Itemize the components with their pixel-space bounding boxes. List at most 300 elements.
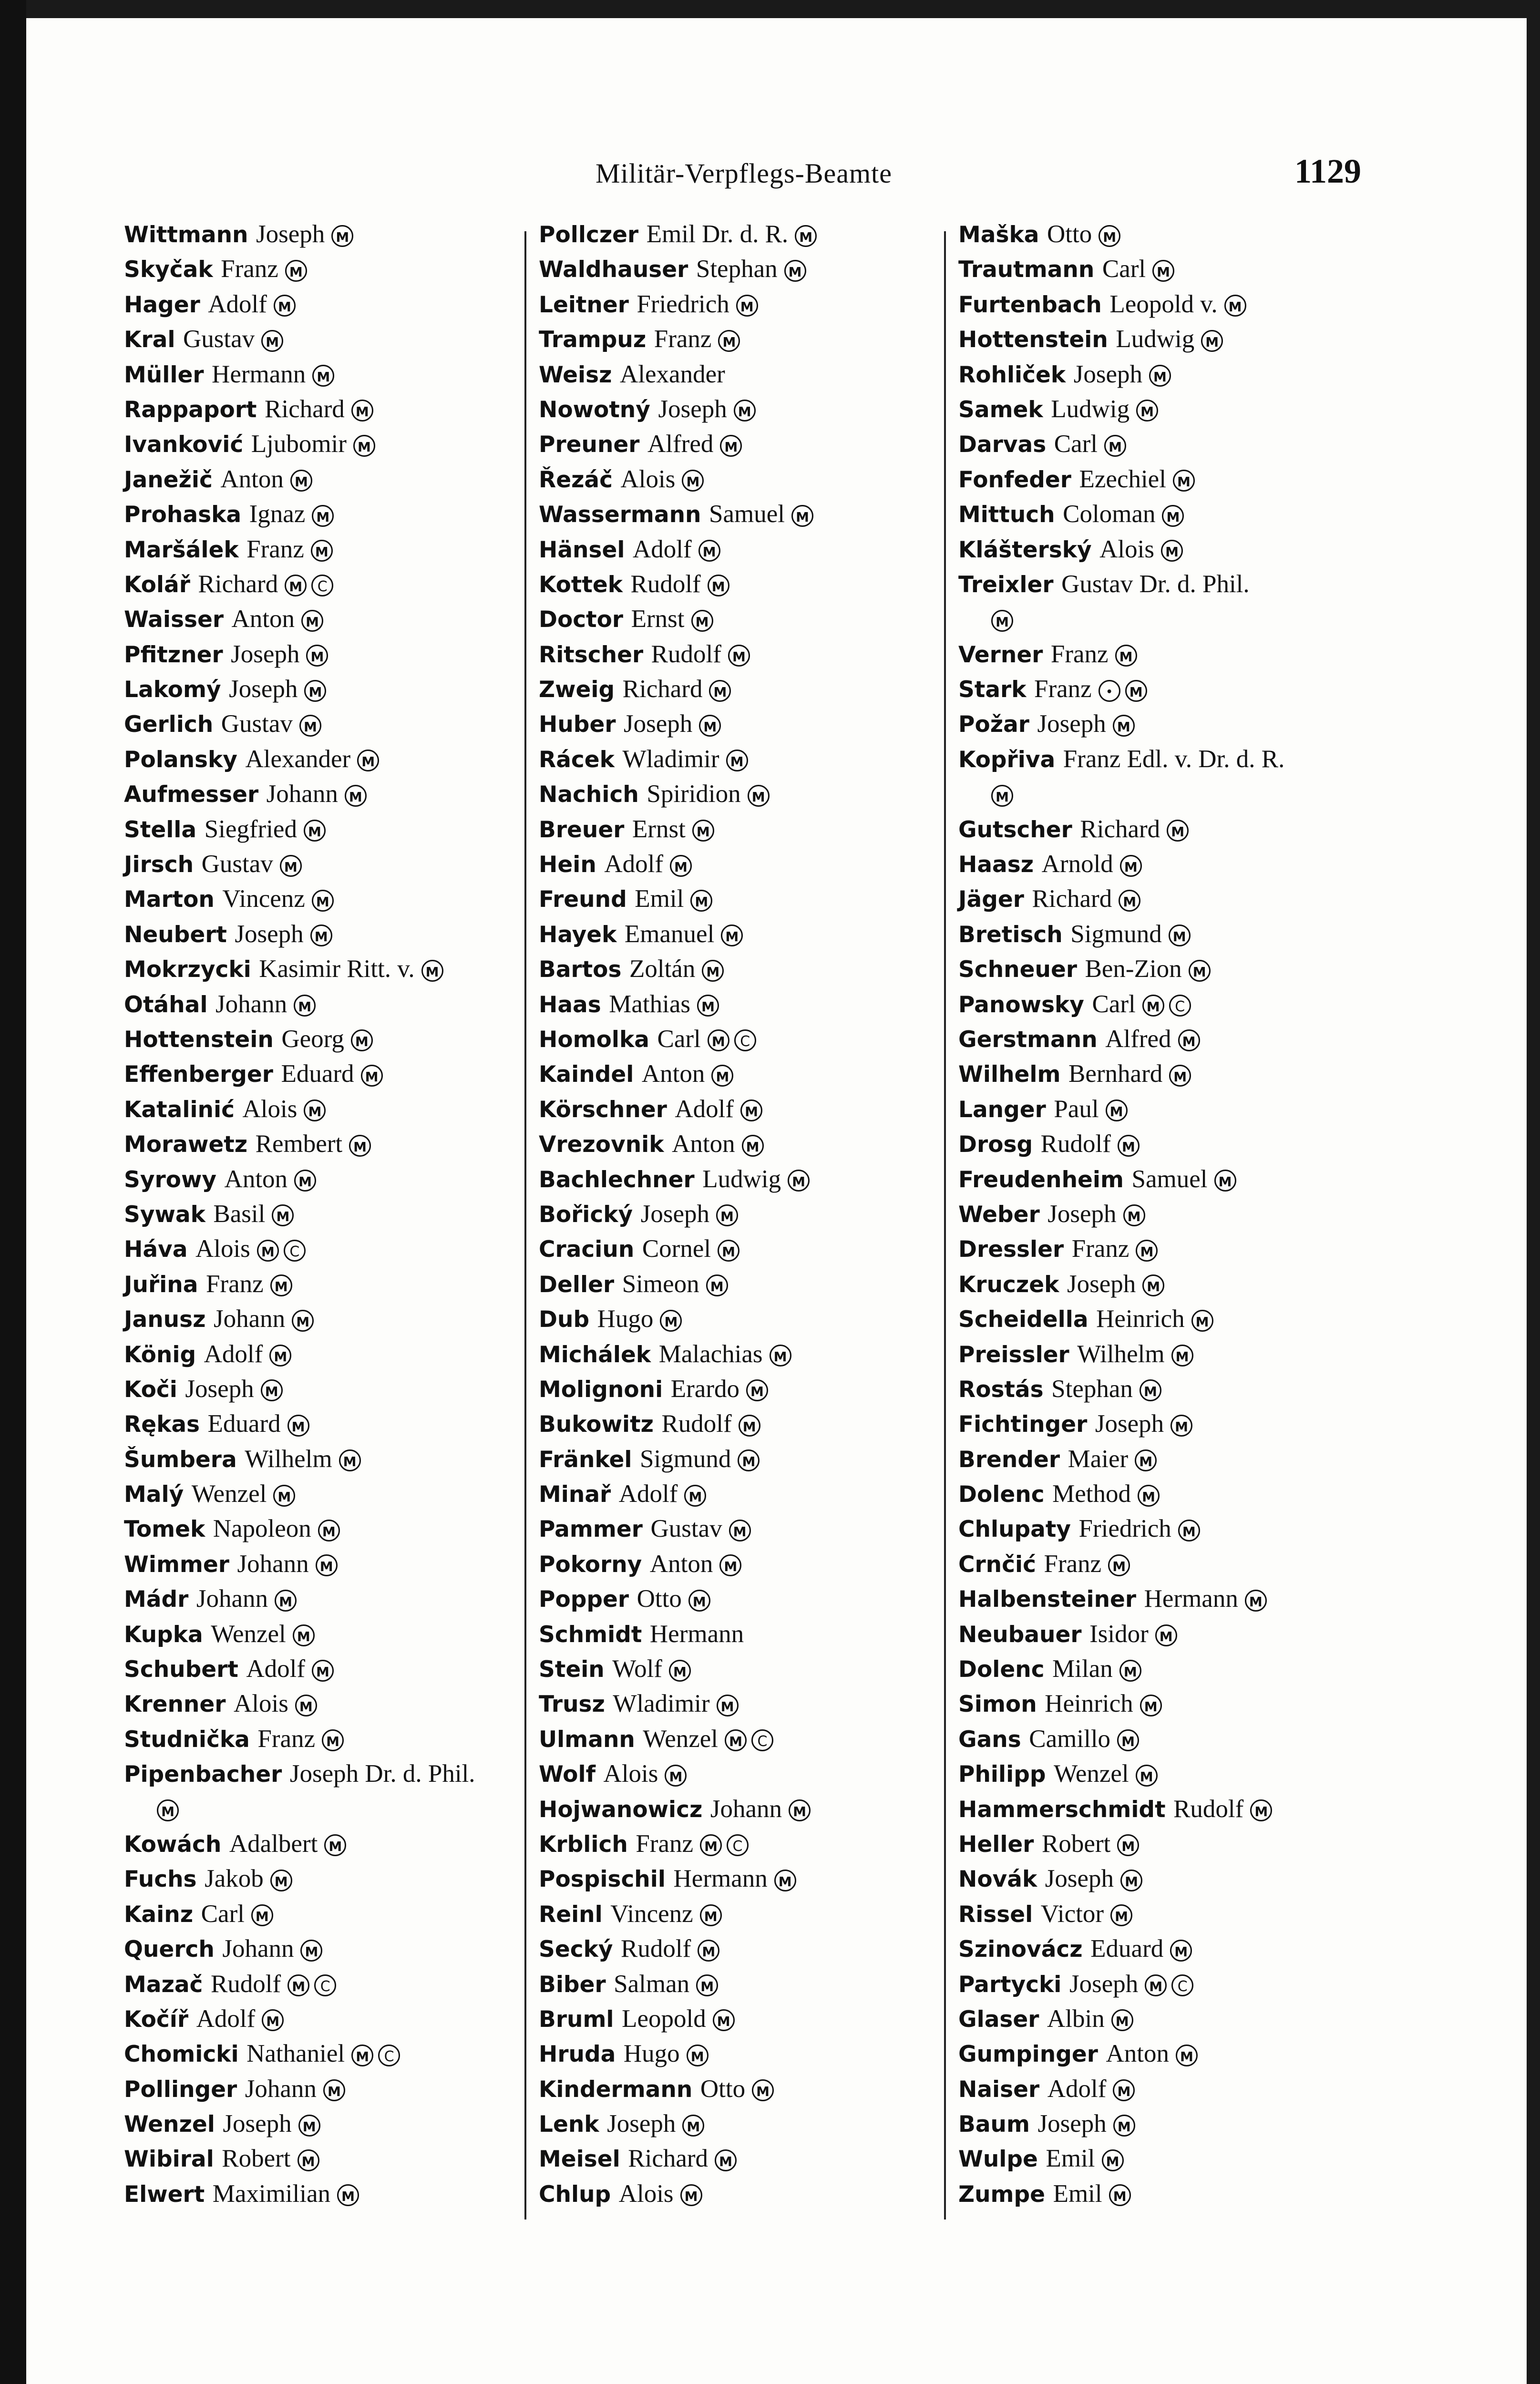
surname: Doctor xyxy=(539,606,624,633)
mark-group xyxy=(1178,1025,1205,1053)
surname: Bretisch xyxy=(958,921,1063,948)
name-entry xyxy=(539,1127,949,1161)
name-entry xyxy=(958,427,1368,462)
circled-m-icon: M xyxy=(301,610,323,632)
circled-m-icon: M xyxy=(318,1520,340,1541)
given-name: Joseph xyxy=(223,2110,292,2138)
circled-m-icon: M xyxy=(357,750,379,771)
given-name: Richard xyxy=(1032,885,1112,913)
given-name: Adolf xyxy=(604,850,663,878)
mark-group xyxy=(736,290,763,319)
given-name: Rudolf xyxy=(621,1935,691,1963)
given-name: Franz xyxy=(636,1829,694,1858)
mark-group xyxy=(1167,815,1193,843)
given-name: Adolf xyxy=(246,1655,305,1683)
name-entry xyxy=(539,602,949,637)
given-name: Mathias xyxy=(609,990,691,1018)
given-name: Gustav xyxy=(201,850,273,878)
circled-m-icon: M xyxy=(299,715,321,737)
surname: Gutscher xyxy=(958,816,1072,843)
surname: Gumpinger xyxy=(958,2041,1098,2068)
surname: Bukowitz xyxy=(539,1411,654,1438)
mark-group xyxy=(353,430,380,458)
mark-group xyxy=(726,745,753,773)
mark-group xyxy=(1119,1654,1146,1683)
name-entry xyxy=(958,1652,1368,1686)
circled-m-icon: M xyxy=(1115,645,1137,667)
mark-group xyxy=(1110,1900,1137,1928)
given-name: Joseph xyxy=(607,2110,676,2138)
circled-m-icon: M xyxy=(784,260,806,282)
surname: Haasz xyxy=(958,852,1034,878)
circled-m-icon: M xyxy=(682,2115,704,2137)
name-entry xyxy=(958,672,1368,707)
name-entry xyxy=(539,287,949,322)
surname: Janusz xyxy=(124,1306,206,1333)
mark-group xyxy=(324,1829,351,1858)
given-name: Joseph xyxy=(235,920,304,948)
name-entry xyxy=(958,567,1368,602)
name-entry xyxy=(124,1302,534,1336)
circled-m-icon: M xyxy=(269,1345,291,1367)
circled-m-icon: M xyxy=(316,1554,338,1576)
given-name: Joseph xyxy=(1073,360,1142,388)
surname: Wassermann xyxy=(539,502,701,528)
name-entry xyxy=(958,1897,1368,1932)
surname: Naiser xyxy=(958,2076,1040,2103)
mark-group xyxy=(1201,325,1228,353)
given-name: Johann xyxy=(214,1305,286,1333)
mark-group xyxy=(295,1689,322,1718)
given-name: Johann xyxy=(222,1935,294,1963)
circled-m-icon: M xyxy=(1106,1100,1128,1121)
mark-group xyxy=(699,709,726,738)
mark-group xyxy=(728,640,755,668)
circled-m-icon: M xyxy=(719,1554,741,1576)
given-name: Napoleon xyxy=(213,1515,311,1543)
name-entry xyxy=(958,1792,1368,1827)
given-name: Victor xyxy=(1040,1900,1104,1928)
mark-group xyxy=(791,500,818,528)
circled-m-icon: M xyxy=(262,2009,284,2031)
circled-m-icon: M xyxy=(280,855,302,877)
circled-m-icon: M xyxy=(157,1799,179,1821)
circled-m-icon: M xyxy=(1142,995,1164,1017)
given-name: Anton xyxy=(641,1060,705,1088)
circled-m-icon: M xyxy=(351,1029,373,1051)
name-entry xyxy=(958,1477,1368,1511)
given-name: Wilhelm xyxy=(1077,1340,1165,1368)
mark-group xyxy=(312,360,339,389)
surname: Freudenheim xyxy=(958,1166,1124,1193)
name-entry xyxy=(958,812,1368,847)
mark-group xyxy=(337,2179,364,2208)
circled-c-icon: C xyxy=(734,1029,756,1051)
mark-group xyxy=(1111,2004,1138,2033)
name-entry xyxy=(124,2177,534,2211)
surname: Háva xyxy=(124,1236,188,1263)
given-name: Ernst xyxy=(631,605,685,633)
mark-group xyxy=(273,1480,300,1508)
name-entry xyxy=(124,1092,534,1127)
circled-m-icon: M xyxy=(257,1240,279,1262)
mark-group xyxy=(702,955,729,983)
name-entry-continuation xyxy=(958,602,1368,637)
given-name: Ezechiel xyxy=(1079,465,1166,493)
given-name: Richard xyxy=(265,395,345,423)
mark-group xyxy=(700,1900,727,1928)
given-name: Alois xyxy=(603,1760,658,1788)
mark-group xyxy=(784,255,811,283)
circled-m-icon: M xyxy=(726,750,748,771)
surname: Waisser xyxy=(124,606,224,633)
surname: Hein xyxy=(539,852,596,878)
name-entry xyxy=(958,1861,1368,1896)
name-entry xyxy=(539,567,949,602)
circled-c-icon: C xyxy=(751,1729,773,1751)
circled-m-icon: M xyxy=(1102,2149,1124,2171)
column-1 xyxy=(124,217,534,2211)
circled-m-icon: M xyxy=(421,960,443,982)
surname: Fränkel xyxy=(539,1446,632,1473)
surname: Kopřiva xyxy=(958,746,1056,773)
name-entry xyxy=(539,2036,949,2071)
name-entry xyxy=(958,1057,1368,1091)
name-entry xyxy=(539,1442,949,1477)
name-entry xyxy=(124,1197,534,1232)
name-entry xyxy=(539,1547,949,1582)
given-name: Vincenz xyxy=(222,885,305,913)
given-name: Ben-Zion xyxy=(1085,955,1182,983)
mark-group xyxy=(691,605,718,633)
circled-m-icon: M xyxy=(285,260,307,282)
surname: Biber xyxy=(539,1971,606,1998)
circled-m-icon: M xyxy=(1167,820,1189,842)
given-name: Isidor xyxy=(1089,1620,1149,1648)
given-name: Maier xyxy=(1068,1445,1129,1473)
mark-group xyxy=(351,1025,378,1053)
mark-group xyxy=(1117,1829,1144,1858)
circled-m-icon: M xyxy=(272,1204,294,1226)
mark-group xyxy=(285,255,312,283)
name-entry xyxy=(124,1127,534,1161)
given-name: Joseph xyxy=(1045,1865,1114,1893)
surname: Rostás xyxy=(958,1376,1044,1403)
name-entry xyxy=(124,2002,534,2036)
name-entry xyxy=(539,1686,949,1721)
name-entry xyxy=(124,2036,534,2071)
name-entry xyxy=(124,427,534,462)
circled-m-icon: M xyxy=(718,330,740,352)
mark-group xyxy=(698,535,725,564)
mark-group xyxy=(1136,1759,1162,1788)
name-entry xyxy=(124,1232,534,1266)
surname: Aufmesser xyxy=(124,781,259,808)
given-name: Alexander xyxy=(245,745,351,773)
surname: Prohaska xyxy=(124,502,242,528)
mark-group xyxy=(322,1725,349,1753)
mark-group xyxy=(294,990,320,1018)
circled-c-icon: C xyxy=(727,1834,749,1856)
circled-m-icon: M xyxy=(251,1904,273,1926)
given-name: Emil xyxy=(1046,2145,1095,2173)
mark-group xyxy=(688,1584,715,1613)
surname: Molignoni xyxy=(539,1376,663,1403)
mark-group xyxy=(262,2004,288,2033)
mark-group xyxy=(729,1514,756,1543)
surname: Rappaport xyxy=(124,396,257,423)
given-name: Wilhelm xyxy=(245,1445,332,1473)
mark-group xyxy=(1104,430,1131,458)
circled-m-icon: M xyxy=(324,1834,346,1856)
name-entry xyxy=(539,1477,949,1511)
surname: Breuer xyxy=(539,816,625,843)
given-name: Camillo xyxy=(1029,1725,1111,1753)
surname: Schubert xyxy=(124,1656,238,1683)
surname: Kral xyxy=(124,327,175,353)
given-name: Joseph xyxy=(1037,710,1106,738)
mark-group xyxy=(713,2004,739,2033)
circled-m-icon: M xyxy=(788,1170,810,1192)
name-entry xyxy=(958,1372,1368,1407)
mark-group xyxy=(251,1900,278,1928)
surname: Stein xyxy=(539,1656,605,1683)
name-entry xyxy=(539,637,949,672)
surname: Huber xyxy=(539,711,616,738)
mark-group xyxy=(270,1864,297,1893)
circled-m-icon: M xyxy=(698,1940,719,1962)
circled-m-icon: M xyxy=(293,1624,315,1646)
circled-m-icon: M xyxy=(1170,1940,1192,1962)
name-entry xyxy=(539,1407,949,1441)
column-3 xyxy=(958,217,1368,2211)
mark-group xyxy=(719,1550,746,1578)
given-name: Alois xyxy=(233,1690,288,1718)
mark-group xyxy=(304,815,330,843)
surname: Preissler xyxy=(958,1341,1069,1368)
name-entry xyxy=(539,1162,949,1197)
name-entry xyxy=(539,1337,949,1372)
surname: Tomek xyxy=(124,1516,205,1543)
mark-group xyxy=(1176,2039,1202,2068)
given-name: Franz xyxy=(205,1270,264,1298)
mark-group xyxy=(1138,1480,1164,1508)
circled-m-icon: M xyxy=(715,2149,737,2171)
name-entry xyxy=(539,672,949,707)
mark-group xyxy=(299,709,326,738)
given-name: Wenzel xyxy=(1054,1760,1129,1788)
surname: Wolf xyxy=(539,1761,596,1788)
surname: Elwert xyxy=(124,2181,205,2208)
name-entry xyxy=(539,1057,949,1091)
mark-group xyxy=(287,1409,314,1438)
name-entry xyxy=(539,1861,949,1896)
circled-m-icon: M xyxy=(752,2079,774,2101)
mark-group xyxy=(323,2075,350,2103)
given-name: Carl xyxy=(201,1900,245,1928)
mark-group xyxy=(1113,2075,1140,2103)
name-entry xyxy=(958,1617,1368,1652)
name-entry xyxy=(958,287,1368,322)
surname: Studnička xyxy=(124,1726,250,1753)
surname: Rácek xyxy=(539,746,615,773)
name-entry xyxy=(124,1757,534,1791)
circled-m-icon: M xyxy=(708,575,729,596)
mark-group xyxy=(1140,1689,1167,1718)
given-name: Wolf xyxy=(612,1655,662,1683)
given-name: Hermann xyxy=(649,1620,744,1648)
name-entry xyxy=(124,1932,534,1966)
mark-group xyxy=(1108,1550,1135,1578)
surname: Kainz xyxy=(124,1901,194,1928)
circled-m-icon: M xyxy=(339,1449,361,1471)
given-name: Heinrich xyxy=(1045,1690,1133,1718)
name-entry xyxy=(958,2002,1368,2036)
mark-group xyxy=(298,2144,324,2173)
name-entry xyxy=(958,1547,1368,1582)
name-entry xyxy=(958,1932,1368,1966)
name-entry xyxy=(539,917,949,952)
name-entry xyxy=(539,1722,949,1757)
circled-m-icon: M xyxy=(1142,1274,1164,1296)
name-entry xyxy=(124,1442,534,1477)
surname: Körschner xyxy=(539,1096,667,1123)
surname: Krblich xyxy=(539,1831,628,1858)
circled-m-icon: M xyxy=(1104,435,1126,457)
name-entry xyxy=(124,1407,534,1441)
name-entry xyxy=(124,602,534,637)
circled-m-icon: M xyxy=(680,2184,702,2206)
surname: Polansky xyxy=(124,746,237,773)
circled-m-icon: M xyxy=(261,330,283,352)
surname: Sywak xyxy=(124,1201,205,1228)
given-name: Emanuel xyxy=(624,920,715,948)
surname: Weisz xyxy=(539,361,612,388)
mark-group xyxy=(272,1200,298,1228)
mark-group xyxy=(715,2144,741,2173)
circled-m-icon: M xyxy=(261,1379,283,1401)
circled-m-icon: M xyxy=(361,1065,383,1087)
mark-group xyxy=(1135,1445,1161,1473)
name-entry xyxy=(124,1827,534,1861)
given-name: Johann xyxy=(215,990,287,1018)
surname: Wimmer xyxy=(124,1551,229,1578)
given-name: Ludwig xyxy=(1116,325,1195,353)
name-entry xyxy=(124,497,534,532)
circled-m-icon: M xyxy=(300,1940,322,1962)
circled-m-icon: M xyxy=(1120,1870,1142,1891)
surname: Querch xyxy=(124,1936,215,1963)
surname: Malý xyxy=(124,1481,184,1508)
mark-group xyxy=(292,1305,318,1333)
surname: Hojwanowicz xyxy=(539,1796,703,1823)
circled-c-icon: C xyxy=(1171,1974,1193,1996)
mark-group xyxy=(1145,1970,1198,1998)
surname: Halbensteiner xyxy=(958,1586,1137,1613)
circled-m-icon: M xyxy=(738,1449,760,1471)
mark-group xyxy=(361,1059,388,1088)
mark-group xyxy=(280,850,307,878)
mark-group xyxy=(687,2039,713,2068)
name-entry xyxy=(124,1267,534,1302)
surname: Mittuch xyxy=(958,502,1055,528)
surname: Simon xyxy=(958,1691,1037,1718)
given-name: Hermann xyxy=(212,360,306,388)
given-name: Eduard xyxy=(281,1060,354,1088)
circled-m-icon: M xyxy=(698,540,720,562)
name-entry xyxy=(124,2072,534,2107)
mark-group xyxy=(1117,1725,1144,1753)
circled-m-icon: M xyxy=(351,2045,373,2066)
given-name: Johann xyxy=(710,1795,782,1823)
surname: Fuchs xyxy=(124,1866,197,1893)
given-name: Spiridion xyxy=(647,780,741,808)
circled-c-icon: C xyxy=(314,1974,336,1996)
given-name: Hugo xyxy=(623,2040,680,2068)
name-entry xyxy=(539,1267,949,1302)
circled-m-icon: M xyxy=(669,1660,691,1682)
mark-group xyxy=(1169,1059,1196,1088)
mark-group xyxy=(788,1165,814,1193)
surname: Hottenstein xyxy=(958,327,1108,353)
given-name: Adolf xyxy=(204,1340,263,1368)
mark-group xyxy=(310,920,337,948)
circled-m-icon: M xyxy=(1113,715,1135,737)
circled-m-icon: M xyxy=(740,1100,762,1121)
given-name: Franz Edl. v. Dr. d. R. xyxy=(1063,745,1285,773)
circled-m-icon: M xyxy=(991,610,1013,632)
surname: Katalinić xyxy=(124,1096,235,1123)
name-entry xyxy=(958,1022,1368,1057)
mark-group xyxy=(1109,2179,1136,2208)
circled-m-icon: M xyxy=(1117,1834,1139,1856)
mark-group xyxy=(739,1409,765,1438)
circled-m-icon: M xyxy=(312,365,334,387)
surname: Kočíř xyxy=(124,2006,189,2033)
running-head: Militär-Verpflegs-Beamte xyxy=(595,158,892,189)
circled-m-icon: M xyxy=(295,1695,317,1716)
given-name: Richard xyxy=(628,2145,708,2173)
mark-group xyxy=(304,675,331,703)
name-entry xyxy=(124,952,534,986)
mark-group xyxy=(690,884,717,913)
circled-m-icon: M xyxy=(304,1100,326,1121)
surname: Stark xyxy=(958,677,1027,703)
surname: Otáhal xyxy=(124,991,208,1018)
mark-group xyxy=(700,1829,753,1858)
surname: Požar xyxy=(958,711,1029,738)
name-entry xyxy=(124,2141,534,2176)
scan-edge-top xyxy=(0,0,1540,18)
name-entry xyxy=(539,812,949,847)
name-entry xyxy=(539,742,949,777)
name-entry xyxy=(958,1827,1368,1861)
mark-group xyxy=(290,465,317,493)
surname: Furtenbach xyxy=(958,291,1102,318)
mark-group xyxy=(1099,220,1125,248)
name-entry xyxy=(958,1442,1368,1477)
surname: Scheidella xyxy=(958,1306,1088,1333)
circled-m-icon: M xyxy=(789,1799,811,1821)
circled-m-icon: M xyxy=(1099,225,1120,247)
mark-group xyxy=(709,675,736,703)
surname: Heller xyxy=(958,1831,1034,1858)
name-entry xyxy=(124,1617,534,1652)
given-name: Friedrich xyxy=(1078,1515,1171,1543)
given-name: Maximilian xyxy=(212,2179,331,2208)
given-name: Wladimir xyxy=(622,745,719,773)
mark-group xyxy=(421,955,448,983)
